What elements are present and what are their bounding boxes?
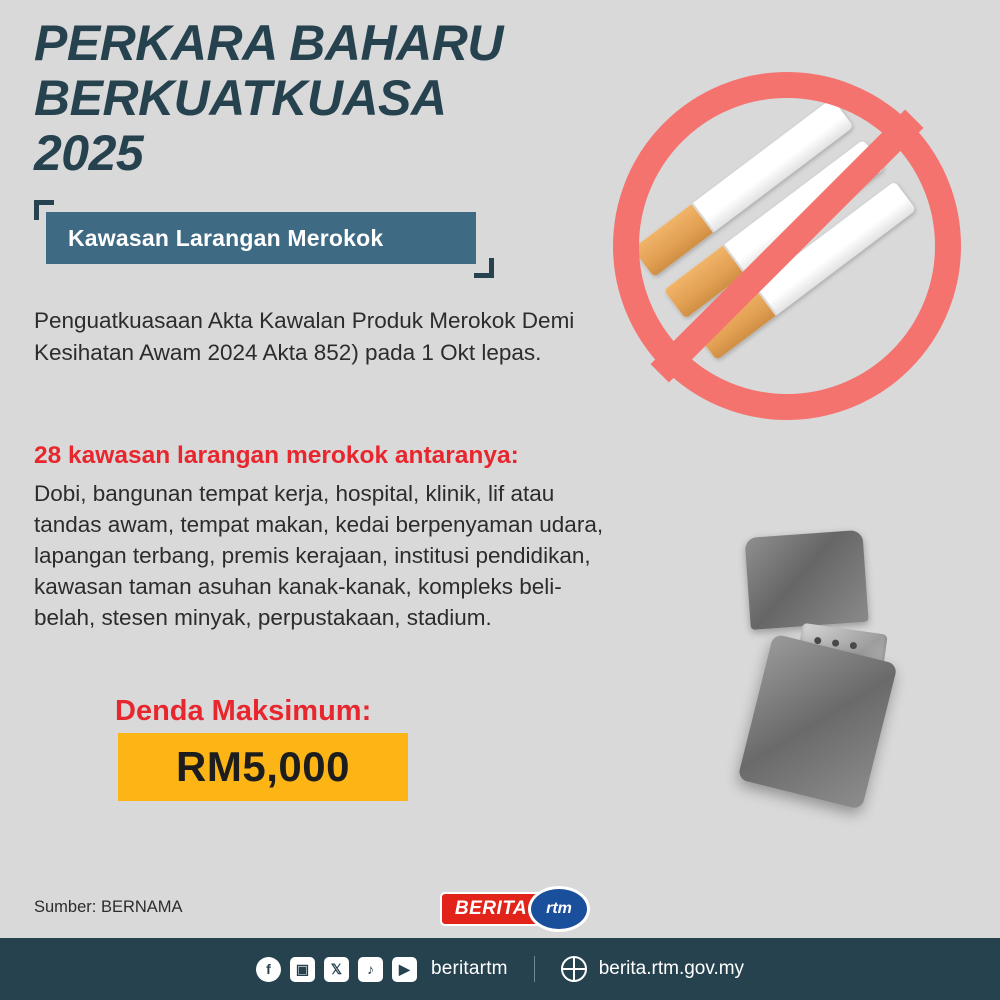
no-smoking-icon [613, 72, 961, 420]
fine-amount-box [118, 733, 408, 801]
rtm-logo-badge [528, 886, 590, 932]
lighter-hole-3 [849, 642, 857, 650]
fine-label: Denda Maksimum: [115, 695, 372, 727]
banner-label: Kawasan Larangan Merokok [68, 224, 384, 251]
social-icon-group [256, 957, 417, 982]
intro-paragraph: Penguatkuasaan Akta Kawalan Produk Merokok Demi Kesihatan Awam 2024 Akta 852) pada 1 Okt lepas. [34, 308, 575, 365]
globe-icon [561, 956, 587, 982]
title-line-2: BERKUATKUASA [34, 70, 447, 126]
banner-box [46, 212, 476, 264]
lighter-hole-2 [832, 639, 840, 647]
lighter-body [737, 633, 897, 810]
rtm-logo-text: rtm [546, 900, 572, 917]
youtube-icon[interactable]: ▶ [392, 957, 417, 982]
berita-rtm-logo [440, 886, 598, 932]
footer-divider [534, 956, 535, 982]
page-title [34, 15, 654, 181]
x-twitter-icon[interactable]: 𝕏 [324, 957, 349, 982]
source-credit: Sumber: BERNAMA [34, 898, 183, 916]
tiktok-icon[interactable]: ♪ [358, 957, 383, 982]
facebook-icon[interactable]: f [256, 957, 281, 982]
fine-amount: RM5,000 [176, 743, 350, 790]
areas-list: Dobi, bangunan tempat kerja, hospital, klinik, lif atau tandas awam, tempat makan, kedai berpenyaman udara, lapangan terbang, premis kerajaan, institusi pendidikan, kawasan taman asuhan kanak-kanak, kompleks beli-belah, stesen minyak, perpustakaan, stadium. [34, 481, 604, 631]
lighter-illustration [685, 508, 971, 852]
berita-logo-text: BERITA [454, 898, 528, 919]
lighter-lid [745, 530, 869, 630]
website-url[interactable]: berita.rtm.gov.my [598, 958, 745, 979]
section-banner [34, 200, 494, 278]
title-line-3: 2025 [34, 125, 144, 181]
footer-bar [0, 938, 1000, 1000]
areas-heading: 28 kawasan larangan merokok antaranya: [34, 442, 519, 469]
title-line-1: PERKARA BAHARU [34, 15, 503, 71]
instagram-icon[interactable]: ▣ [290, 957, 315, 982]
bracket-bottom-right-decoration [474, 258, 494, 278]
social-handle: beritartm [430, 958, 508, 979]
